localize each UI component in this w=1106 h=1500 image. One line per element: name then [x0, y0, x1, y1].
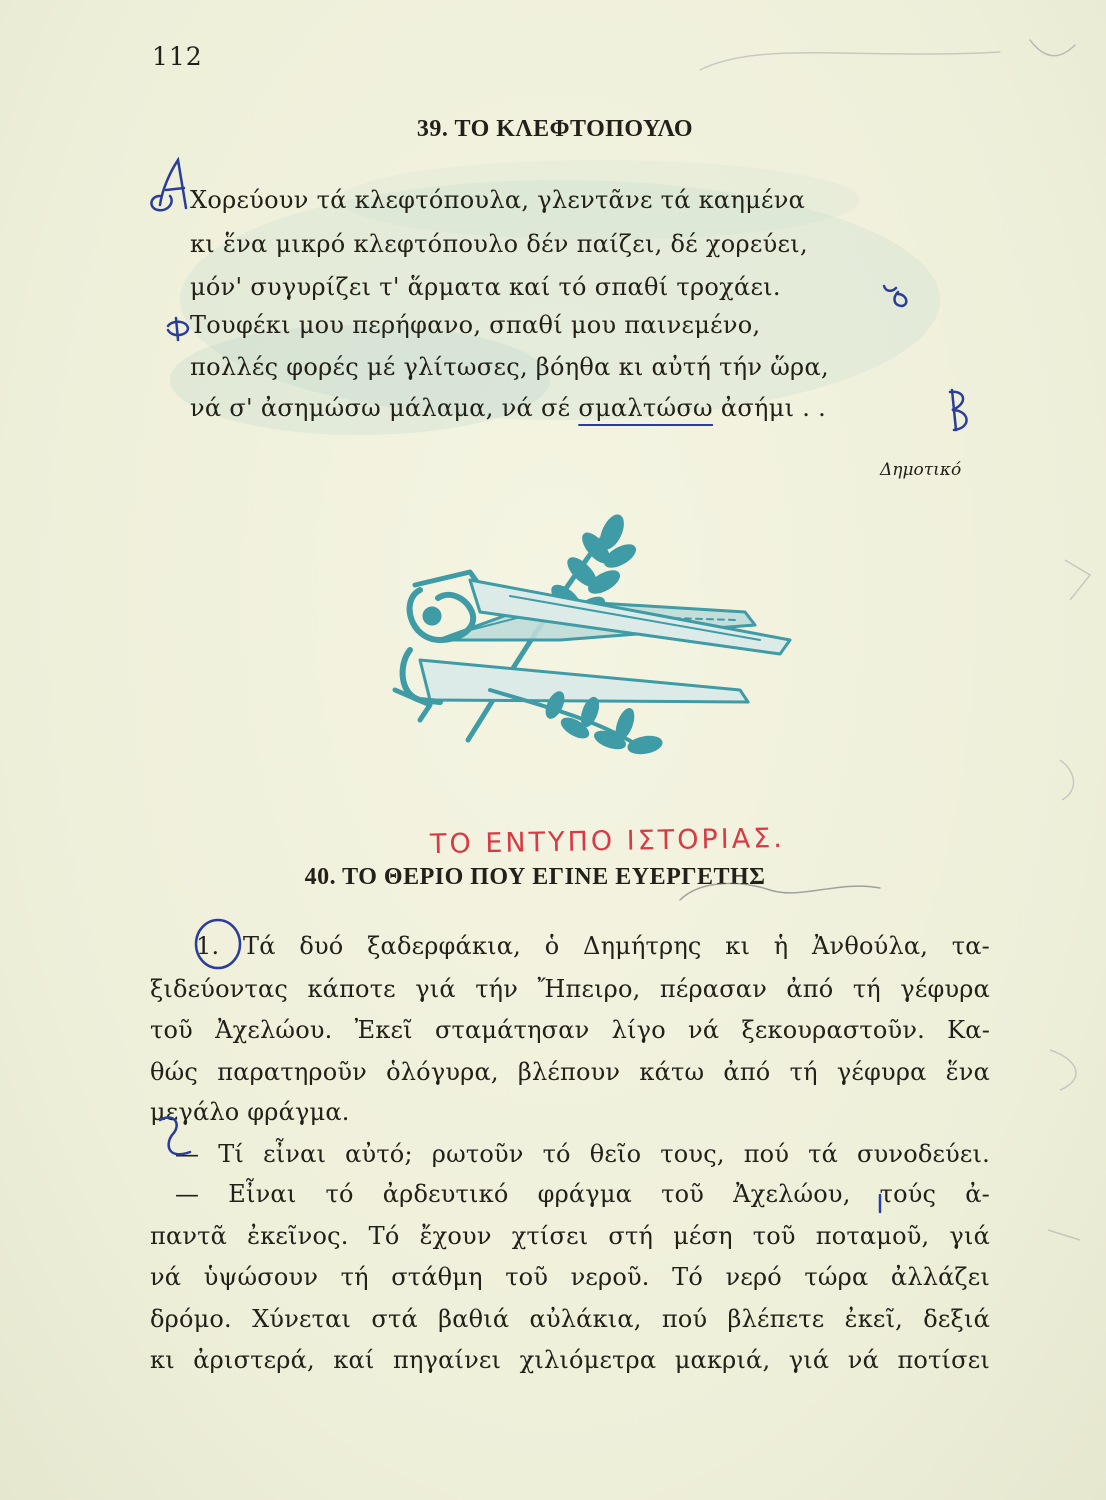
- poem-line: Τουφέκι μου περήφανο, σπαθί μου παινεμένο,: [190, 311, 761, 339]
- poem-line: κι ἕνα μικρό κλεφτόπουλο δέν παίζει, δέ χορεύει,: [190, 230, 808, 258]
- section-40-title: 40. ΤΟ ΘΕΡΙΟ ΠΟΥ ΕΓΙΝΕ ΕΥΕΡΓΕΤΗΣ: [304, 864, 766, 890]
- prose-line: δρόμο. Χύνεται στά βαθιά αὐλάκια, πού βλέπετε ἐκεῖ, δεξιά: [150, 1305, 990, 1333]
- prose-line: κι ἀριστερά, καί πηγαίνει χιλιόμετρα μακριά, γιά νά ποτίσει: [150, 1346, 990, 1374]
- poem-line: Χορεύουν τά κλεφτόπουλα, γλεντᾶνε τά καημένα: [190, 186, 806, 214]
- poem-line: μόν' συγυρίζει τ' ἅρματα καί τό σπαθί τροχάει.: [190, 273, 781, 301]
- poem-line-start: νά σ' ἀσημώσω μάλαμα, νά σέ: [190, 394, 579, 422]
- poem-source: Δημοτικό: [880, 460, 962, 480]
- prose-line: μεγάλο φράγμα.: [150, 1098, 350, 1126]
- prose-line: — Εἶναι τό ἀρδευτικό φράγμα τοῦ Ἀχελώου, τούς ἀ-: [175, 1180, 990, 1208]
- underlined-word: σμαλτώσω: [578, 394, 713, 422]
- prose-line: παντᾶ ἐκεῖνος. Τό ἔχουν χτίσει στή μέση τοῦ ποταμοῦ, γιά: [150, 1222, 990, 1250]
- paragraph-number: 1.: [196, 932, 220, 960]
- page-number: 112: [152, 42, 203, 71]
- poem-line-end: ἀσήμι . .: [712, 394, 827, 422]
- red-handwritten-note: ΤΟ ΕΝΤΥΠΟ ΙΣΤΟΡΙΑΣ.: [429, 822, 786, 861]
- prose-line: τοῦ Ἀχελώου. Ἐκεῖ σταμάτησαν λίγο νά ξεκουραστοῦν. Κα-: [150, 1016, 990, 1044]
- prose-line: — Τί εἶναι αὐτό; ρωτοῦν τό θεῖο τους, πού τά συνοδεύει.: [175, 1140, 990, 1168]
- prose-line: θώς παρατηροῦν ὁλόγυρα, βλέπουν κάτω ἀπό τή γέφυρα ἕνα: [150, 1058, 990, 1086]
- section-39-title: 39. ΤΟ ΚΛΕΦΤΟΠΟΥΛΟ: [416, 116, 694, 142]
- prose-line: ξιδεύοντας κάποτε γιά τήν Ἤπειρο, πέρασαν ἀπό τή γέφυρα: [150, 975, 990, 1003]
- prose-line-text: Τά δυό ξαδερφάκια, ὁ Δημήτρης κι ἡ Ἀνθούλα, τα-: [243, 932, 990, 960]
- poem-line: πολλές φορές μέ γλίτωσες, βόηθα κι αὐτή τήν ὥρα,: [190, 353, 829, 381]
- prose-line: νά ὑψώσουν τή στάθμη τοῦ νεροῦ. Τό νερό τώρα ἀλλάζει: [150, 1263, 990, 1291]
